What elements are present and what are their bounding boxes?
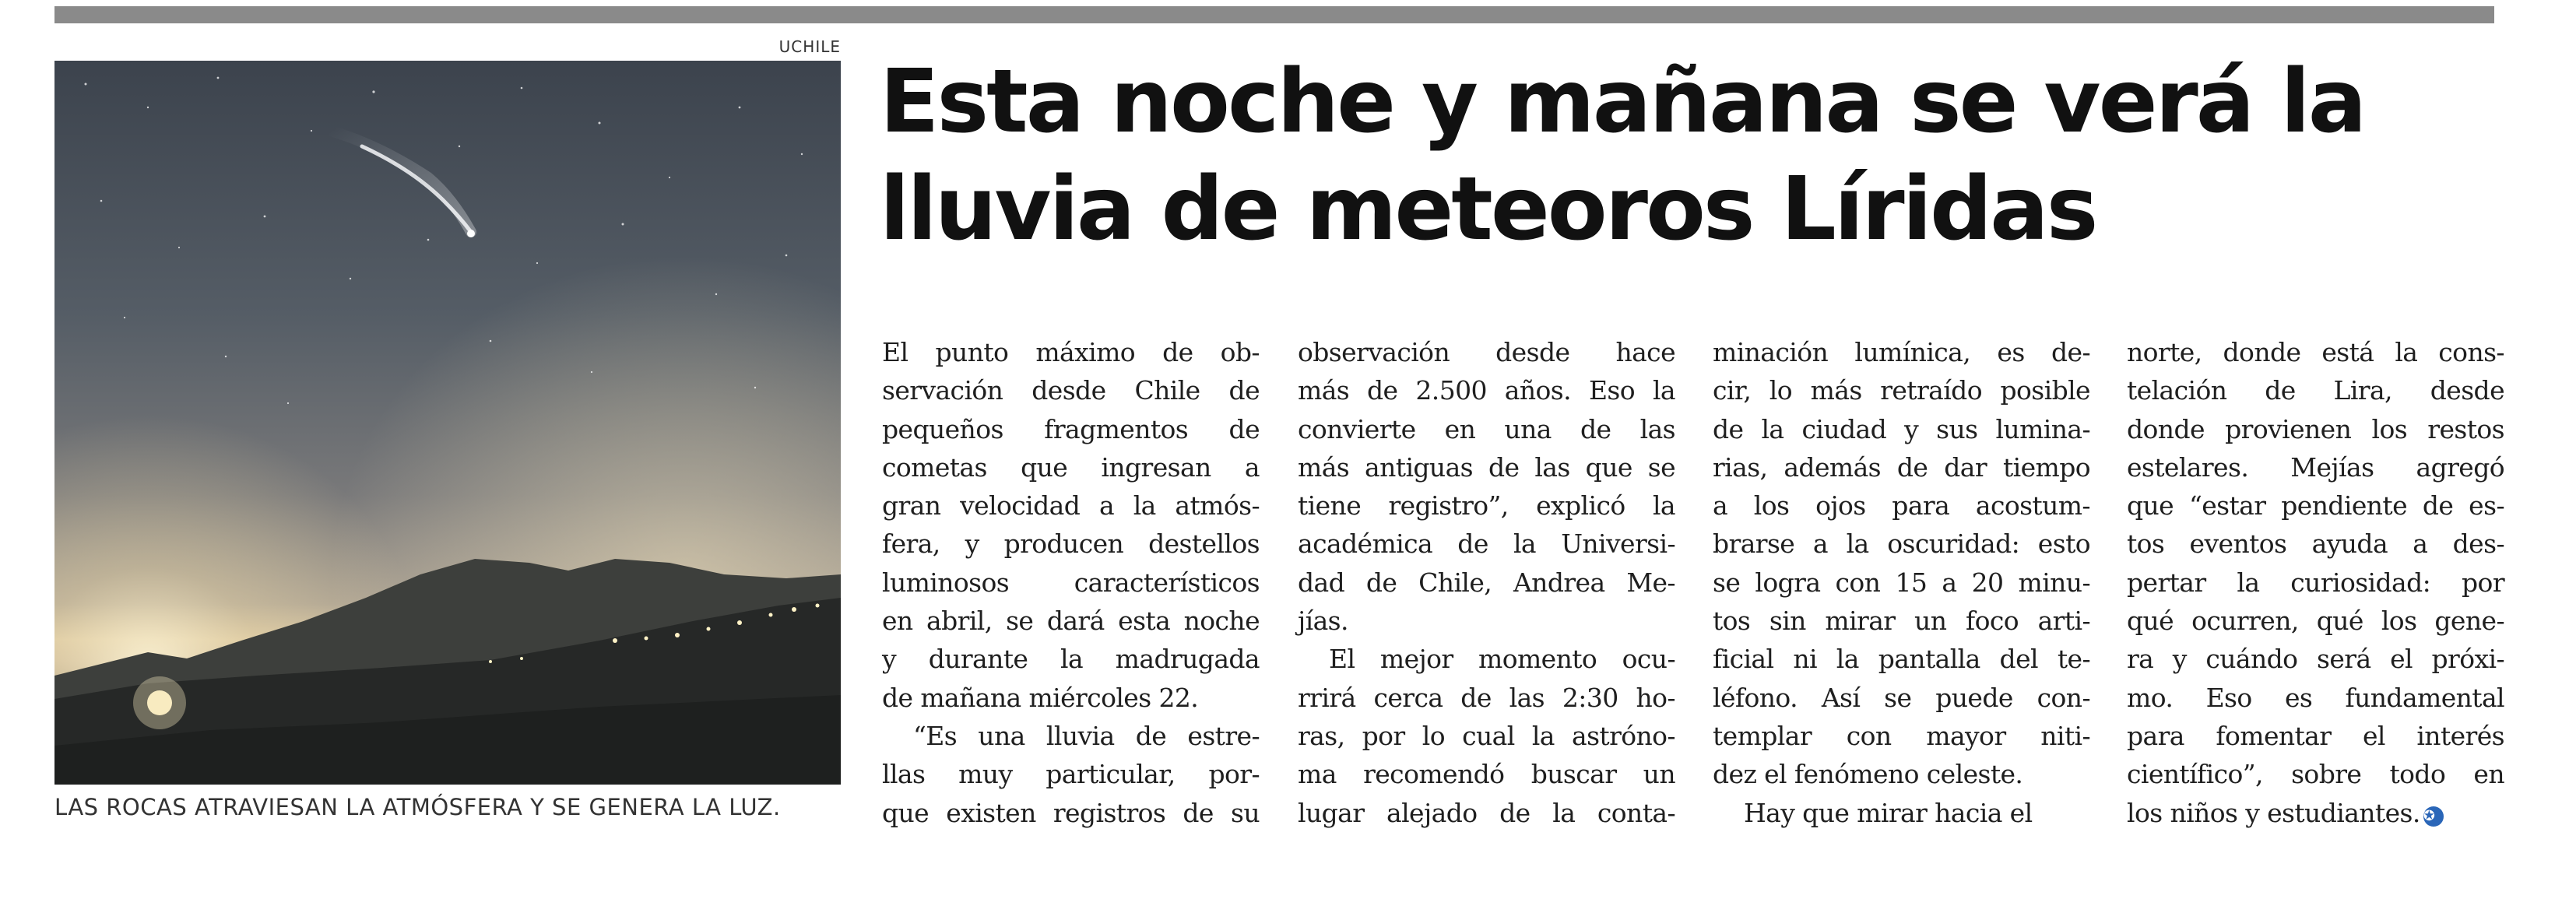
body-line: más antiguas de las que se: [1298, 451, 1675, 483]
body-line: ma recomendó buscar un: [1298, 759, 1675, 790]
body-line: gran velocidad a la atmós-: [882, 490, 1260, 521]
body-line: pequeños fragmentos de: [882, 413, 1260, 444]
body-line: El mejor momento ocu-: [1329, 644, 1675, 675]
body-line: “Es una lluvia de estre-: [913, 720, 1260, 751]
body-line: convierte en una de las: [1298, 413, 1675, 444]
body-line: observación desde hace: [1298, 337, 1675, 367]
body-line: pertar la curiosidad: por: [2127, 567, 2504, 598]
body-line: ra y cuándo será el próxi-: [2127, 644, 2504, 675]
body-column-2: [1298, 333, 1675, 832]
body-line: que “estar pendiente de es-: [2127, 490, 2504, 521]
body-line: rrirá cerca de las 2:30 ho-: [1298, 682, 1675, 713]
body-line: cometas que ingresan a: [882, 451, 1260, 483]
body-line: jías.: [1298, 606, 1348, 637]
body-line: minación lumínica, es de-: [1713, 337, 2090, 367]
body-line: tos eventos ayuda a des-: [2127, 528, 2504, 560]
body-line: Hay que mirar hacia el: [1744, 797, 2033, 828]
body-line: en abril, se dará esta noche: [882, 606, 1260, 637]
body-line: léfono. Así se puede con-: [1713, 682, 2090, 713]
body-line-text: los niños y estudiantes.: [2127, 797, 2420, 828]
body-line: y durante la madrugada: [882, 644, 1260, 675]
body-end-line: [2127, 794, 2504, 832]
photo-credit: UCHILE: [778, 37, 841, 56]
body-line: ficial ni la pantalla del te-: [1713, 644, 2090, 675]
body-line: servación desde Chile de: [882, 375, 1260, 406]
body-line: rias, además de dar tiempo: [1713, 451, 2090, 483]
headline-line-1: Esta noche y mañana se verá la: [880, 51, 2365, 153]
body-line: de la ciudad y sus lumina-: [1713, 413, 2090, 444]
body-line: dad de Chile, Andrea Me-: [1298, 567, 1675, 598]
body-line: norte, donde está la cons-: [2127, 337, 2504, 367]
body-column-3: [1713, 333, 2090, 832]
body-line: El punto máximo de ob-: [882, 337, 1260, 367]
top-rule: [54, 6, 2494, 23]
body-line: tos sin mirar un foco arti-: [1713, 606, 2090, 637]
body-line: que existen registros de su: [882, 797, 1260, 828]
body-line: a los ojos para acostum-: [1713, 490, 2090, 521]
body-column-4: [2127, 333, 2504, 832]
body-line: tiene registro”, explicó la: [1298, 490, 1675, 521]
body-line: cir, lo más retraído posible: [1713, 375, 2090, 406]
body-line: para fomentar el interés: [2127, 720, 2504, 751]
photo-caption: LAS ROCAS ATRAVIESAN LA ATMÓSFERA Y SE GENERA LA LUZ.: [54, 794, 781, 820]
body-line: se logra con 15 a 20 minu-: [1713, 567, 2090, 598]
body-line: estelares. Mejías agregó: [2127, 451, 2504, 483]
body-line: telación de Lira, desde: [2127, 375, 2504, 406]
body-line: científico”, sobre todo en: [2127, 759, 2504, 790]
body-column-1: [882, 333, 1260, 832]
star-in-circle-icon: ✪: [2423, 806, 2444, 827]
body-line: brarse a la oscuridad: esto: [1713, 528, 2090, 560]
body-line: académica de la Universi-: [1298, 528, 1675, 560]
body-line: donde provienen los restos: [2127, 413, 2504, 444]
body-line: qué ocurren, qué los gene-: [2127, 606, 2504, 637]
body-line: luminosos característicos: [882, 567, 1260, 598]
meteor-photo: [54, 61, 841, 785]
body-line: templar con mayor niti-: [1713, 720, 2090, 751]
headline: [880, 48, 2499, 263]
body-line: mo. Eso es fundamental: [2127, 682, 2504, 713]
body-line: dez el fenómeno celeste.: [1713, 759, 2023, 790]
headline-line-2: lluvia de meteoros Líridas: [880, 159, 2096, 260]
body-line: fera, y producen destellos: [882, 528, 1260, 560]
body-line: de mañana miércoles 22.: [882, 682, 1199, 713]
body-line: llas muy particular, por-: [882, 759, 1260, 790]
body-line: más de 2.500 años. Eso la: [1298, 375, 1675, 406]
body-line: ras, por lo cual la astróno-: [1298, 720, 1675, 751]
body-line: lugar alejado de la conta-: [1298, 797, 1675, 828]
